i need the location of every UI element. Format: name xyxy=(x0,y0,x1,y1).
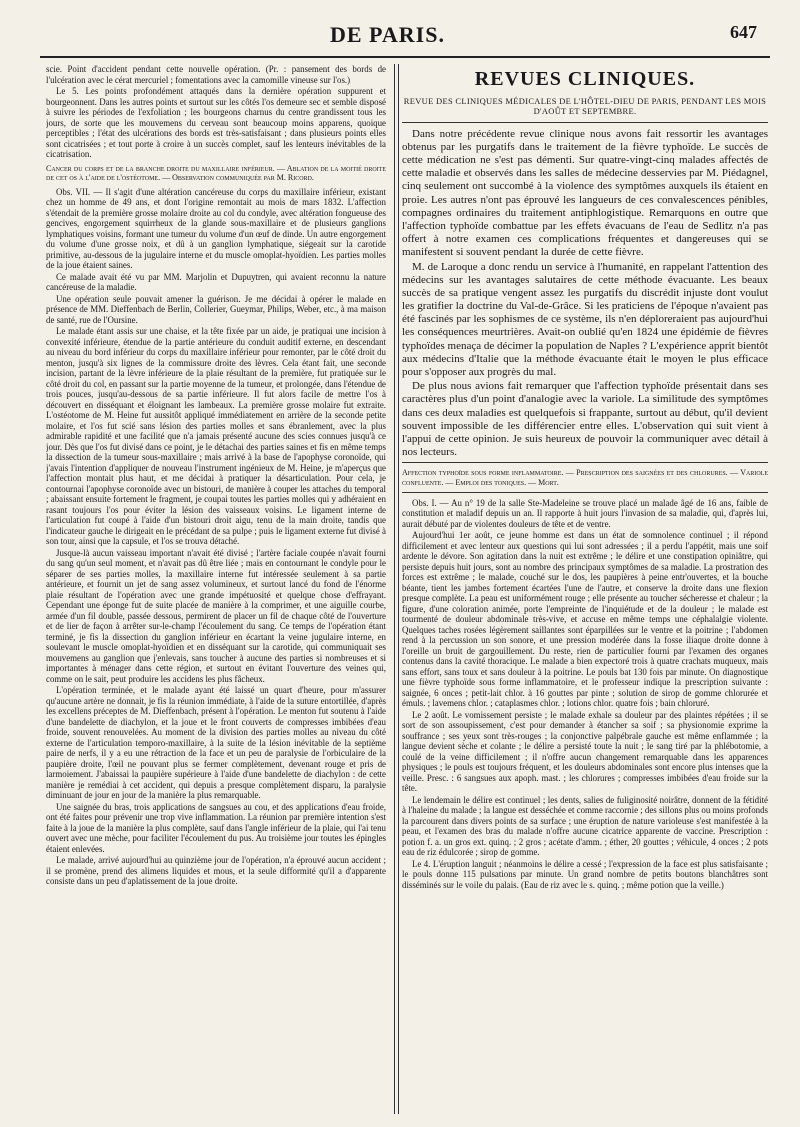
paragraph: Obs. I. — Au n° 19 de la salle Ste-Madeleine se trouve placé un malade âgé de 16 ans, faible de constitution et maladif depuis un an. Il rapporte à huit jours l'invasion de sa maladie, qui, d'après lui, aurait débuté par de violentes douleurs de tête et de ventre. xyxy=(402,497,768,529)
page-number: 647 xyxy=(730,22,757,42)
header-rule xyxy=(40,56,770,58)
paragraph: Aujourd'hui 1er août, ce jeune homme est dans un état de somnolence continuel ; il répond difficilement et avec lenteur aux questions qui lui sont adressées ; il a perdu l'appétit, mais une soif ardente le dévore. Son agitation dans la nuit est extrême ; le délire et une constipation opiniâtre, qui persiste depuis huit jours, sont au nombre des principaux symptômes de sa maladie. La prostration des forces est extrême ; le malade, couché sur le dos, les paupières à peine entr'ouvertes, et la bouche béante, tient les jambes fortement écartées l'une de l'autre, et conserve la droite dans une flexion presque complète. La peau est uniformément rouge ; elle présente au toucher sécheresse et chaleur ; la figure, d'une coloration animée, porte l'empreinte de l'inquiétude et de la douleur ; le malade est tourmenté de douleur abdominale très-vive, et accuse en même temps une céphalalgie violente. Quelques taches rosées légèrement saillantes sont éparpillées sur le ventre et la poitrine ; l'abdomen rend à la percussion un son sonore, et une pression modérée dans la fosse iliaque droite donne à l'oreille un bruit de gargouillement. Du reste, rien de particulier fourni par l'examen des organes contenus dans la cavité thoracique. Le malade a bien expectoré trois à quatre crachats muqueux, mais sans effort, sans toux et sans douleur à la poitrine. Le pouls bat 130 fois par minute. On diagnostique une fièvre typhoïde sous forme inflammatoire, et le professeur indique la prescription suivante : saignée, 6 onces ; petit-lait chlor. à 16 gouttes par pinte ; solution de sirop de gomme chlorurée et émuls. ; lavemens chlor. ; cataplasmes chlor. ; lotions chlor. quatre fois ; bain chloruré. xyxy=(402,530,768,708)
heading-rule-bottom xyxy=(402,492,768,493)
paragraph: L'opération terminée, et le malade ayant été laissé un quart d'heure, pour m'assurer qu'aucune artère ne donnait, je fis la réunion immédiate, à l'aide de la suture entortillée, d'après les excellens préceptes de M. Dieffenbach, présent à l'opération. Le menton fut soutenu à l'aide d'une bandelette de diachylon, et la joue et le front couverts de compresses imbibées d'eau froide, souvent renouvelées. Au moment de la division des parties molles au niveau du côté externe de l'articulation temporo-maxillaire, à la suite de la lésion inévitable de la septième paire de nerfs, il y a eu une rétraction de la face et un peu de paralysie de l'orbiculaire de la paupière droite, l'œil ne pouvant plus se fermer complètement, devenant rouge et pris de larmoiement. J'abaissai la paupière supérieure à l'aide d'une bandelette de diachylon : de cette manière je remédiai à cet accident, qui depuis a presque complètement disparu, la paralysie diminuant de jour en jour de la manière la plus remarquable. xyxy=(46,685,386,801)
paragraph: Une saignée du bras, trois applications de sangsues au cou, et des applications d'eau froide, ont été faites pour prévenir une trop vive inflammation. La réunion par première intention s'est faite à la joue de la manière la plus complète, sauf dans l'angle inférieur de la plaie, qui l'ai tenu ouvert avec une mèche, pour faciliter l'écoulement du pus. Au troisième jour toutes les épingles étaient enlevées. xyxy=(46,801,386,854)
case-heading: Affection typhoïde sous forme inflammatoire. — Prescription des saignées et des chlorures. — Variole confluente. — Emploi des toniques. — Mort. xyxy=(402,468,768,487)
right-column xyxy=(402,64,768,1119)
paragraph: Le malade, arrivé aujourd'hui au quinzième jour de l'opération, n'a éprouvé aucun accident ; il se promène, prend des alimens liquides et mous, et la seule difformité qu'il a d'apparente consiste dans un peu d'aplatissement de la joue droite. xyxy=(46,855,386,887)
paragraph: Le 4. L'éruption languit ; néanmoins le délire a cessé ; l'expression de la face est plus satisfaisante ; le pouls donne 115 pulsations par minute. Un grand nombre de petits boutons blanchâtres sont disséminés sur le voile du palais. (Eau de riz avec le s. quinq. ; même potion que la veille.) xyxy=(402,858,768,890)
paragraph: Obs. VII. — Il s'agit d'une altération cancéreuse du corps du maxillaire inférieur, existant chez un homme de 49 ans, et dont l'origine remontait au mois de mars 1832. L'affection s'étendait de la première grosse molaire droite au col du condyle, avec altération fongueuse des gencives, engorgement squirrheux de la glande sous-maxillaire et de plusieurs ganglions lymphatiques voisins, formant une tumeur du volume d'un œuf de dinde. Un autre engorgement du volume d'une grosse noix, et dû à un ganglion lymphatique, siégeait sur la carotide primitive, au-dessous de la jugulaire interne et du muscle omoplat-hyoïdien. Les parties molles de la joue étaient saines. xyxy=(46,186,386,271)
section-title: REVUES CLINIQUES. xyxy=(474,68,696,90)
section-subtitle: REVUE DES CLINIQUES MÉDICALES DE L'HÔTEL-DIEU DE PARIS, PENDANT LES MOIS D'AOÛT ET SEPTEMBRE. xyxy=(403,95,767,116)
paragraph: Le lendemain le délire est continuel ; les dents, salies de fuliginosité noirâtre, donnent de la fétidité à l'haleine du malade ; la langue est desséchée et comme raccornie ; des sillons plus ou moins profonds la parcourent dans divers points de sa surface ; une éruption de nature varioleuse s'est manifestée à la peau, et l'examen des bras du malade n'offre aucune cicatrice apparente de vaccine. Prescription : potion f. a. un gros ext. quinq. ; 2 gros ; acétate d'amm. ; éther, 20 gouttes ; véhicule, 4 onces ; 2 pots eau de riz édulcorée ; sirop de gomme. xyxy=(402,794,768,857)
column-divider xyxy=(394,64,399,1114)
paragraph: Dans notre précédente revue clinique nous avons fait ressortir les avantages obtenus par les purgatifs dans le traitement de la fièvre typhoïde. Le succès de cette médication ne s'est pas démenti. Sur quatre-vingt-cinq malades affectés de cette maladie et observés dans les salles de médecine desservies par M. Piédagnel, cinq seulement ont succombé à la violence des symptômes auxquels ils étaient en proie. Les autres n'ont pas éprouvé les langueurs de ces convalescences pénibles, compagnes ordinaires du traitement antiphlogistique. Remarquons en outre que l'affection typhoïde combattue par les effets évacuans de l'eau de Sedlitz n'a pas offert à notre examen ces complications fréquentes et dangereuses qui se manifestent si souvent pendant la durée de cette fièvre. xyxy=(402,127,768,259)
heading-rule xyxy=(402,462,768,463)
paragraph: scie. Point d'accident pendant cette nouvelle opération. (Pr. : pansement des bords de l'ulcération avec le cérat mercuriel ; fomentations avec la camomille vineuse sur l'os.) xyxy=(46,64,386,85)
paragraph: De plus nous avions fait remarquer que l'affection typhoïde présentait dans ses caractères plus d'un point d'analogie avec la variole. La similitude des symptômes dans ces deux maladies est quelquefois si frappante, surtout au début, qu'il devient souvent impossible de les différencier entre elles. L'observation qui suit vient à l'appui de cette opinion. Je suis heureux de pouvoir la communiquer avec détail à nos lecteurs. xyxy=(402,380,768,459)
left-column xyxy=(46,64,386,1119)
masthead: DE PARIS. xyxy=(330,22,445,47)
paragraph: Le 2 août. Le vomissement persiste ; le malade exhale sa douleur par des plaintes répétées ; il se sort de son assoupissement, c'est pour demander à étancher sa soif ; sa physionomie exprime la souffrance ; ses yeux sont très-rouges ; la conjonctive palpébrale gauche est même enflammée ; la langue devient sèche et colante ; le délire a persisté toute la nuit ; le sang tiré par la phlébotomie, a coulé de la veine difficilement ; il n'offre aucun changement remarquable dans les apparences physiques ; le pouls est toujours fréquent, et les douleurs abdominales sont encore plus intenses que la veille. Presc. : 6 sangsues aux apoph. mast. ; les chlorures ; compresses imbibées d'eau froide sur la tête. xyxy=(402,709,768,793)
paragraph: M. de Laroque a donc rendu un service à l'humanité, en rappelant l'attention des médecins sur les avantages salutaires de cette méthode évacuante. Les beaux succès de sa pratique vengent assez les purgatifs du discrédit injuste dont voulut les gratifier la doctrine du Val-de-Grâce. Si les praticiens de l'époque n'avaient pas été fascinés par les sophismes de ce système, ils n'en déploreraient pas aujourd'hui les conséquences meurtrières. Avait-on oublié qu'en 1824 une épidémie de fièvres typhoïdes menaça de décimer la population de Naples ? L'expérience apprit bientôt aux médecins d'Italie que la méthode évacuante était le moyen le plus efficace pour s'opposer aux progrès du mal. xyxy=(402,260,768,378)
paragraph: Le 5. Les points profondément attaqués dans la dernière opération suppurent et bourgeonnent. Dans les autres points et surtout sur les côtés l'os demeure sec et semble disposé à suivre les périodes de l'exfoliation ; les bourgeons charnus du centre grandissent tous les jours, de sorte que les mouvemens du cerveau sont beaucoup moins apparens, quoique perceptibles ; l'état des ulcérations des bords est très-satisfaisant ; dans plusieurs points elles sont cicatrisées ; et tout porte à croire à un succès complet, sauf les lenteurs inévitables de la cicatrisation. xyxy=(46,86,386,159)
paragraph: Jusque-là aucun vaisseau important n'avait été divisé ; l'artère faciale coupée n'avait fourni du sang qu'un seul moment, et n'avait pas dû être liée ; mais en contournant le condyle pour le séparer de ses parties molles, la maxillaire interne fut intéressée seulement à sa partie antérieure, et fournit un jet de sang assez volumineux, et surtout lancé du fond de l'énorme plaie résultant de l'opération avec une grande impétuosité et quelque chose d'effrayant. Cependant une éponge fut de suite placée de manière à la comprimer, et une aiguille courbe, armée d'un fil double, passée dessous, permirent de placer un fil de chaque côté de l'ouverture et de lier de façon à arrêter sur-le-champ l'écoulement du sang. Ce temps de l'opération étant terminé, je fis la dissection du ganglion inférieur en écartant la veine jugulaire interne, en soulevant le muscle omoplat-hyoïdien et en disséquant sur la carotide, qui communiquait ses mouvemens au ganglion que j'enlevais, sans toucher à aucune des parties si nombreuses et si importantes à ménager dans cette région, et surtout en évitant l'ouverture des veines qui, comme on le sait, peut produire les accidens les plus fâcheux. xyxy=(46,547,386,684)
paragraph: Une opération seule pouvait amener la guérison. Je me décidai à opérer le malade en présence de MM. Dieffenbach de Berlin, Collerier, Gueymar, Philips, Weber, etc., à ma maison de santé, rue de l'Oursine. xyxy=(46,293,386,325)
case-heading: Cancer du corps et de la branche droite du maxillaire inférieur. — Ablation de la moitié droite de cet os à l'aide de l'ostéotome. — Observation communiquée par M. Ricord. xyxy=(46,163,386,183)
paragraph: Ce malade avait été vu par MM. Marjolin et Dupuytren, qui avaient reconnu la nature cancéreuse de la maladie. xyxy=(46,271,386,293)
subtitle-rule xyxy=(402,122,768,123)
paragraph: Le malade étant assis sur une chaise, et la tête fixée par un aide, je pratiquai une incision à convexité inférieure, étendue de la partie antérieure du conduit auditif externe, en descendant au niveau du bord inférieur du corps du maxillaire inférieur pour remonter, par le côté droit du menton, jusqu'à six lignes de la commissure droite des lèvres. Cela étant fait, une seconde incision, partant de la lèvre inférieure de la plaie résultant de la première, fut pratiquée sur le côté droit du col, en passant sur la partie moyenne de la tumeur, et prolongée, dans l'étendue de trois pouces, jusqu'au-dessous de sa partie inférieure. Il fut alors facile de mettre l'os à découvert en disséquant et éloignant les lambeaux. La première grosse molaire fut extraite. L'ostéotome de M. Heine fut aussitôt appliqué immédiatement en arrière de la seconde petite molaire, et l'os fut scié sans lésion des parties molles et sans ébranlement, avec la plus admirable rapidité et une facilité que n'a jamais présenté aucune des scies connues jusqu'à ce jour. Dès que l'os fut divisé dans ce point, je le détachai des parties saines et fis en même temps la dissection de la tumeur sous-maxillaire ; mais arrivé à la base de l'apophyse coronoïde, qui j'avais l'intention d'appliquer de nouveau l'instrument ingénieux de M. Heine, je m'aperçus que l'affection montait plus haut, et me décidai à pratiquer la désarticulation. Pour cela, je contournai l'apophyse coronoïde avec un bistouri, de manière à couper les attaches du temporal ; abaissant ensuite fortement le fragment, je coupai toutes les parties molles qui y adhéraient en rasant toujours l'os pour éviter la lésion des vaisseaux voisins. Le ligament interne de l'articulation fut coupé à l'aide d'un bistouri droit aigu, tenu de la main droite, tandis que l'indicateur gauche le dirigeait en le précédant de sa pulpe ; puis le ligament externe fut divisé à son tour, ainsi que la capsule, et l'os se trouva détaché. xyxy=(46,326,386,547)
